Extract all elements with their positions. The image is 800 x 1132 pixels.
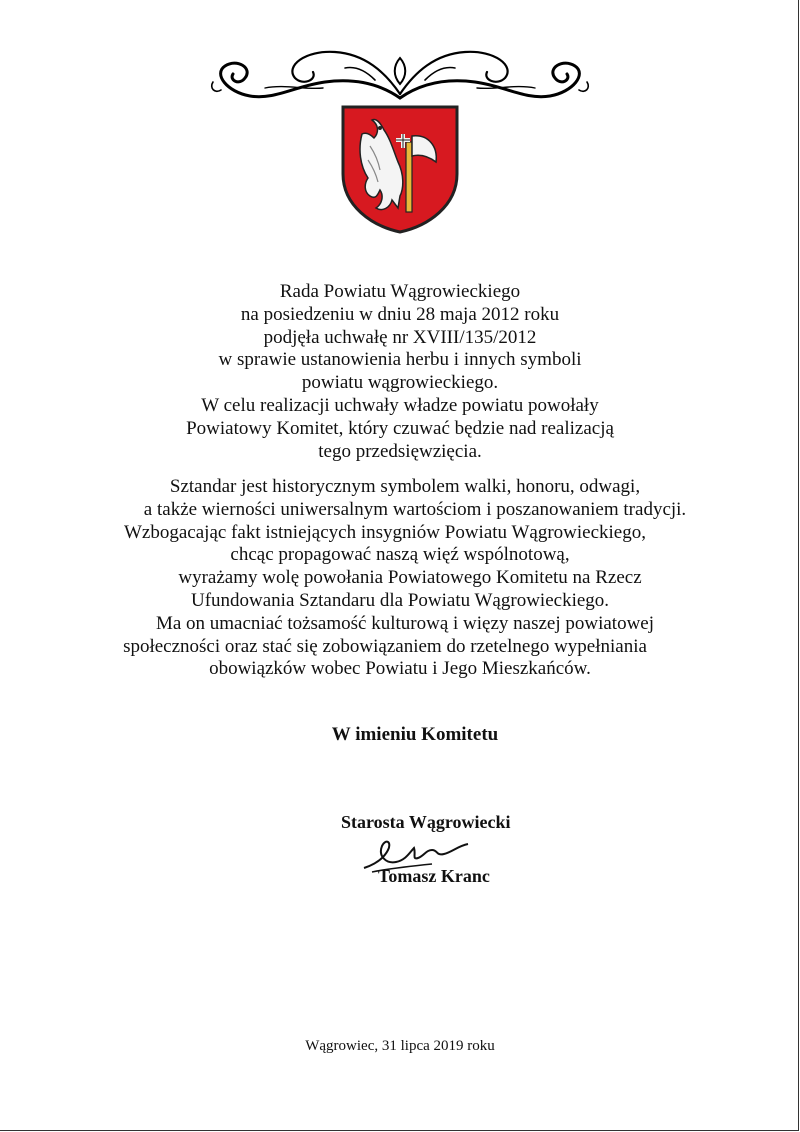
- committee-heading: W imieniu Komitetu: [331, 724, 499, 745]
- decorative-ornament-icon: [205, 44, 595, 108]
- body-line: wyrażamy wolę powołania Powiatowego Komitetu na Rzecz: [178, 567, 642, 589]
- intro-line: Powiatowy Komitet, który czuwać będzie nad realizacją: [186, 417, 614, 439]
- signatory-title: Starosta Wągrowiecki: [341, 812, 511, 832]
- coat-of-arms-icon: [340, 104, 460, 234]
- body-line: obowiązków wobec Powiatu i Jego Mieszkańców.: [209, 658, 591, 680]
- body-line: Ma on umacniać tożsamość kulturową i więzy naszej powiatowej: [155, 612, 655, 634]
- intro-line: W celu realizacji uchwały władze powiatu powołały: [201, 394, 599, 416]
- intro-line: powiatu wągrowieckiego.: [301, 372, 499, 394]
- place-and-date: Wągrowiec, 31 lipca 2019 roku: [305, 1038, 495, 1054]
- intro-line: podjęła uchwałę nr XVIII/135/2012: [263, 326, 537, 348]
- body-line: społeczności oraz stać się zobowiązaniem do rzetelnego wypełniania: [123, 635, 647, 657]
- signatory-name: Tomasz Kranc: [378, 866, 490, 886]
- intro-line: w sprawie ustanowienia herbu i innych symboli: [218, 349, 582, 371]
- intro-line: Rada Powiatu Wągrowieckiego: [279, 281, 521, 302]
- body-line: Sztandar jest historycznym symbolem walki, honoru, odwagi,: [169, 476, 641, 497]
- body-line: chcąc propagować naszą więź wspólnotową,: [230, 544, 570, 566]
- intro-line: tego przedsięwzięcia.: [318, 440, 482, 462]
- body-line: Ufundowania Sztandaru dla Powiatu Wągrowieckiego.: [190, 589, 610, 611]
- banner-paragraph: [0, 476, 800, 681]
- resolution-paragraph: [0, 281, 800, 463]
- body-line: Wzbogacając fakt istniejących insygniów Powiatu Wągrowieckiego,: [124, 521, 646, 543]
- body-line: a także wierności uniwersalnym wartościom i poszanowaniem tradycji.: [143, 498, 687, 520]
- intro-line: na posiedzeniu w dniu 28 maja 2012 roku: [240, 303, 560, 325]
